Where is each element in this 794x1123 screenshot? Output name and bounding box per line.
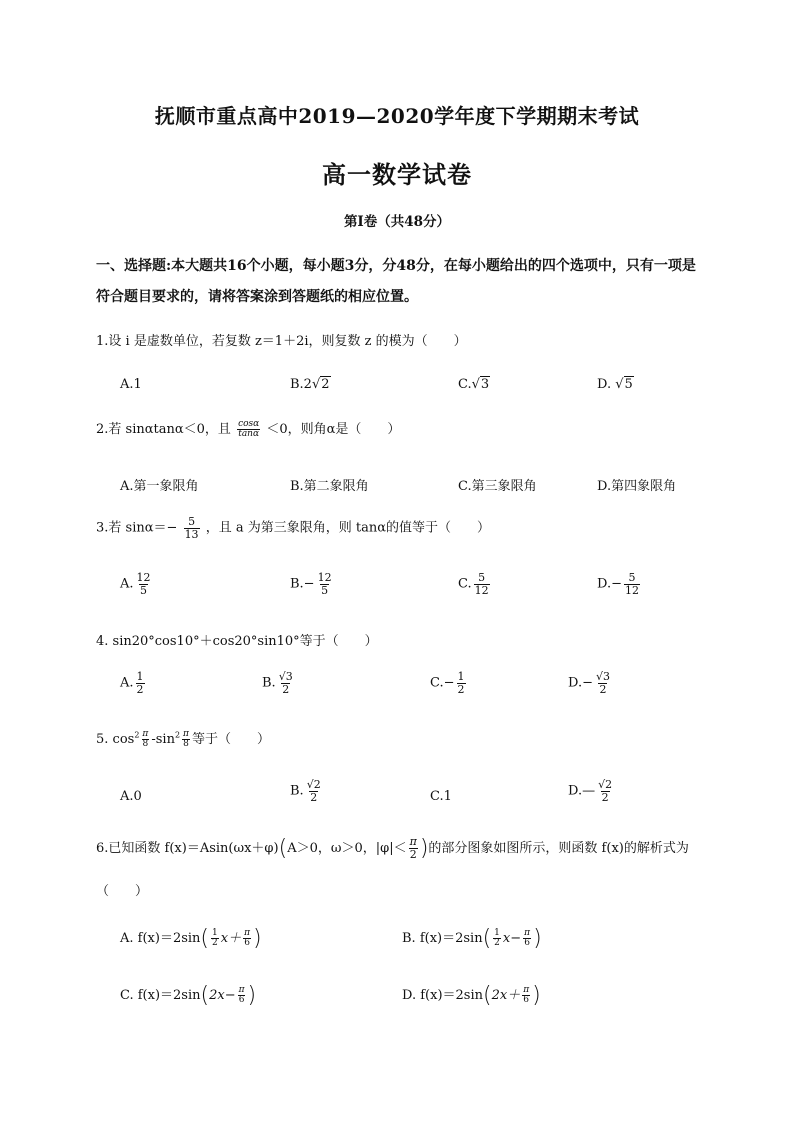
q6-option-d: D. f(x)＝2sin(2x＋ $\frac{\pi}{6}$ ): [402, 983, 541, 1008]
question-1-stem: 1.设 i 是虚数单位，若复数 z＝1＋2i，则复数 z 的模为（ ）: [96, 334, 467, 349]
paper-subtitle: 高一数学试卷: [322, 160, 472, 189]
question-4-stem: 4. sin20°cos10°＋cos20°sin10°等于（ ）: [96, 634, 378, 649]
q1-option-b: B.2√2: [290, 377, 330, 392]
q4-option-b: B. $\frac{√3}{2}$: [262, 670, 293, 696]
q2-option-c: C.第三象限角: [458, 479, 537, 494]
part-label: 第Ⅰ卷（共48分）: [343, 214, 451, 230]
q5-option-d: D.— $\frac{√2}{2}$: [568, 778, 613, 804]
q3-option-d: D.− $\frac{5}{12}$: [597, 571, 639, 597]
q4-option-d: D.− $\frac{√3}{2}$: [568, 670, 610, 696]
q4-option-a: A. $\frac{1}{2}$: [120, 670, 144, 696]
q5-option-b: B. $\frac{√2}{2}$: [290, 778, 321, 804]
q2-option-b: B.第二象限角: [290, 479, 369, 494]
exam-title: 抚顺市重点高中2019—2020学年度下学期期末考试: [154, 104, 640, 128]
q6-option-b: B. f(x)＝2sin( $\frac{1}{2}$ x− $\frac{\pi}{6}$ ): [402, 926, 542, 951]
question-6-stem: 6.已知函数 f(x)＝Asin(ωx＋φ)(A＞0，ω＞0，|φ|＜ $\frac{\pi}{2}$ )的部分图象如图所示，则函数 f(x)的解析式为: [96, 835, 689, 861]
q1-option-a: A.1: [120, 377, 142, 392]
q3-option-a: A. $\frac{12}{5}$: [120, 571, 151, 597]
q2-option-a: A.第一象限角: [120, 479, 199, 494]
section-heading: 一、选择题:本大题共16个小题，每小题3分，分48分，在每小题给出的四个选项中，只有一项是符合题目要求的，请将答案涂到答题纸的相应位置。: [96, 258, 696, 305]
q4-option-c: C.− $\frac{1}{2}$: [430, 670, 465, 696]
q5-option-a: A.0: [120, 789, 142, 804]
q3-fraction: $\frac{5}{13}$: [184, 515, 199, 541]
q3-option-c: C. $\frac{5}{12}$: [458, 571, 489, 597]
question-6-stem-line2: （ ）: [96, 884, 149, 899]
question-2-stem: 2.若 sinαtanα＜0，且 $\frac{\cos\alpha}{\tan\alpha}$ ＜0，则角α是（ ）: [96, 418, 401, 439]
q1-option-d: D. √5: [597, 377, 633, 392]
q2-option-d: D.第四象限角: [597, 479, 677, 494]
question-3-stem: 3.若 sinα＝− $\frac{5}{13}$ ，且 a 为第三象限角，则 tanα的值等于（ ）: [96, 515, 490, 541]
q5-option-c: C.1: [430, 789, 452, 804]
q6-option-a: A. f(x)＝2sin( $\frac{1}{2}$ x＋ $\frac{\pi}{6}$ ): [120, 926, 262, 951]
question-5-stem: 5. $\cos^2$ $\frac{\pi}{8}$ $-\sin^2$ $\frac{\pi}{8}$ 等于（ ）: [96, 728, 270, 749]
q3-option-b: B.− $\frac{12}{5}$: [290, 571, 332, 597]
q1-option-c: C.√3: [458, 377, 490, 392]
q6-option-c: C. f(x)＝2sin(2x− $\frac{\pi}{6}$ ): [120, 983, 257, 1008]
q2-fraction: $\frac{\cos\alpha}{\tan\alpha}$: [238, 418, 260, 439]
